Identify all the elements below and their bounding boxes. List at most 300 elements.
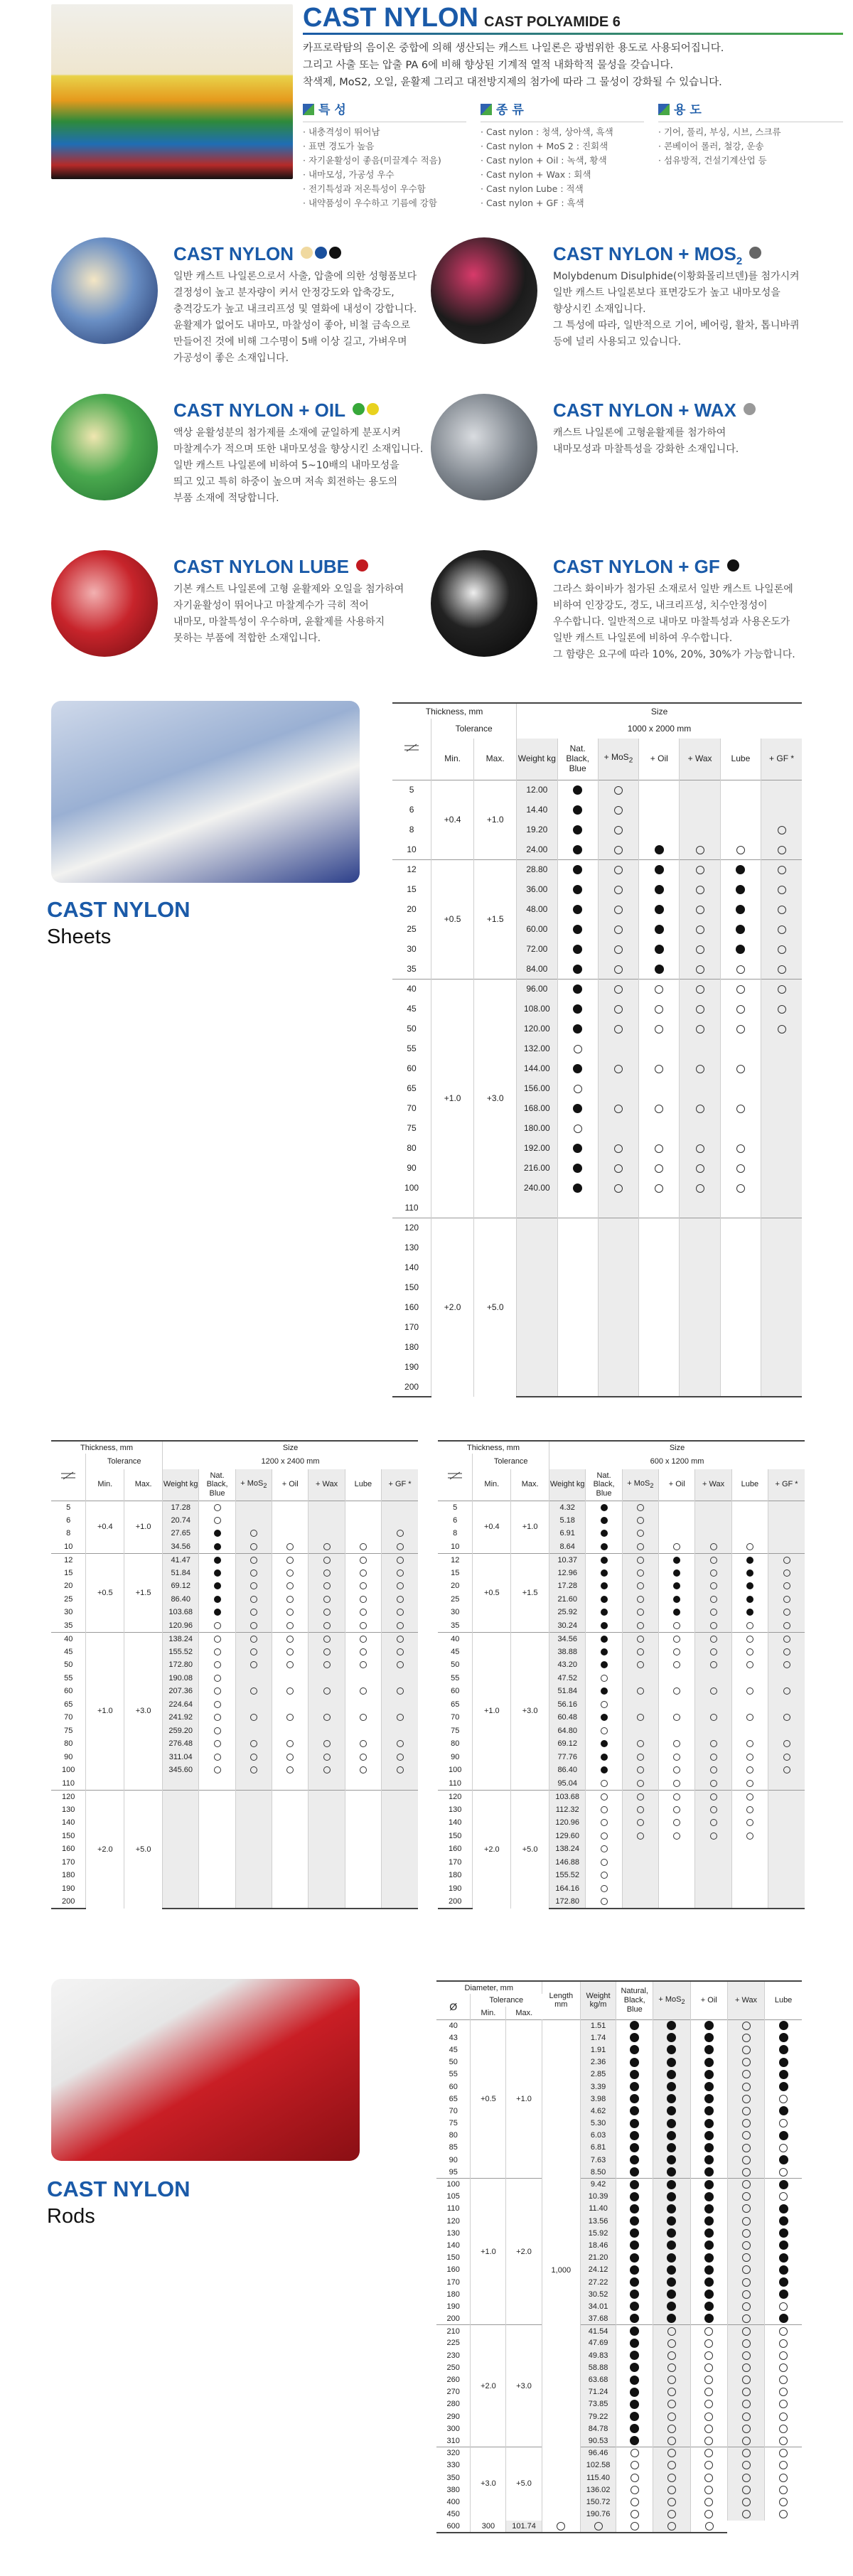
availability-cell: [731, 1685, 768, 1698]
open-dot-icon: [710, 1766, 717, 1773]
availability-cell: [727, 2203, 764, 2215]
tolerance-max: +3.0: [124, 1632, 163, 1790]
filled-dot-icon: [779, 2216, 788, 2226]
availability-cell: [768, 1830, 805, 1843]
max-header: Max.: [511, 1469, 549, 1501]
open-dot-icon: [742, 2131, 751, 2140]
availability-cell: [690, 2508, 727, 2521]
availability-cell: [653, 2019, 690, 2032]
thickness-value: 160: [51, 1842, 86, 1856]
availability-cell: [765, 2032, 802, 2044]
header-row: [392, 719, 802, 739]
open-dot-icon: [746, 1832, 753, 1840]
availability-cell: [235, 1658, 272, 1672]
availability-cell: [622, 1869, 658, 1882]
weight-value: 10.37: [549, 1553, 586, 1567]
filled-dot-icon: [779, 2204, 788, 2213]
availability-cell: [622, 1646, 658, 1659]
open-dot-icon: [742, 2253, 751, 2262]
open-dot-icon: [673, 1714, 680, 1721]
table-row: [436, 2325, 802, 2337]
availability-cell: [345, 1790, 381, 1803]
tolerance-min: +0.5: [473, 1553, 511, 1632]
availability-cell: [680, 1158, 720, 1178]
availability-cell: [731, 1764, 768, 1777]
availability-cell: [761, 1357, 802, 1377]
thickness-value: 55: [51, 1672, 86, 1685]
availability-cell: [235, 1501, 272, 1514]
availability-cell: [199, 1790, 235, 1803]
weight-value: 51.84: [163, 1567, 199, 1580]
open-dot-icon: [742, 2046, 751, 2054]
filled-dot-icon: [630, 2204, 639, 2213]
availability-cell: [761, 1138, 802, 1158]
weight-value: 4.32: [549, 1501, 586, 1514]
thickness-value: 190: [438, 1882, 473, 1896]
weight-value: 144.00: [517, 1058, 557, 1078]
availability-cell: [235, 1606, 272, 1619]
description-line: 만들어진 것에 비해 그수명이 5배 이상 길고, 가벼우며: [173, 336, 407, 348]
open-dot-icon: [323, 1687, 331, 1695]
filled-dot-icon: [573, 1104, 582, 1113]
open-dot-icon: [655, 1005, 663, 1014]
thickness-value: 150: [392, 1277, 431, 1297]
description-line: 부품 소재에 적당합니다.: [173, 493, 279, 504]
availability-cell: [765, 2276, 802, 2288]
diameter-value: 43: [436, 2032, 471, 2044]
diameter-value: 260: [436, 2373, 471, 2386]
thickness-symbol: [438, 1454, 473, 1501]
filled-dot-icon: [573, 1024, 582, 1034]
availability-cell: [720, 999, 761, 1019]
availability-cell: [690, 2459, 727, 2472]
thickness-value: 60: [51, 1685, 86, 1698]
open-dot-icon: [742, 2058, 751, 2066]
availability-cell: [309, 1685, 345, 1698]
diameter-value: 270: [436, 2386, 471, 2398]
thickness-value: 200: [392, 1377, 431, 1397]
list-item: · 콘베이어 롤러, 철강, 운송: [658, 141, 764, 151]
filled-dot-icon: [214, 1609, 221, 1616]
availability-cell: [765, 2373, 802, 2386]
availability-cell: [382, 1830, 418, 1843]
availability-cell: [639, 1377, 680, 1397]
open-dot-icon: [667, 2474, 676, 2482]
availability-cell: [557, 979, 598, 999]
availability-cell: [653, 2386, 690, 2398]
open-dot-icon: [637, 1661, 644, 1668]
availability-cell: [639, 1039, 680, 1058]
weight-value: 14.40: [517, 800, 557, 820]
availability-cell: [765, 2337, 802, 2349]
filled-dot-icon: [655, 965, 664, 974]
availability-cell: [727, 2496, 764, 2508]
thickness-value: 140: [392, 1257, 431, 1277]
availability-cell: [598, 1317, 638, 1337]
filled-dot-icon: [630, 2253, 639, 2263]
max-header: Max.: [124, 1469, 163, 1501]
availability-cell: [586, 1856, 622, 1869]
open-dot-icon: [637, 1530, 644, 1537]
types-column: [481, 100, 644, 210]
open-dot-icon: [655, 1105, 663, 1113]
thickness-value: 10: [392, 839, 431, 859]
availability-cell: [199, 1540, 235, 1554]
availability-cell: [382, 1842, 418, 1856]
availability-cell: [598, 800, 638, 820]
availability-cell: [616, 2337, 653, 2349]
weight-value: [517, 1317, 557, 1337]
open-dot-icon: [614, 925, 623, 934]
open-dot-icon: [250, 1609, 257, 1616]
availability-cell: [765, 2252, 802, 2264]
open-dot-icon: [710, 1661, 717, 1668]
availability-cell: [639, 919, 680, 939]
weight-value: 1.91: [581, 2044, 616, 2056]
availability-cell: [616, 2227, 653, 2239]
weight-value: 21.20: [581, 2252, 616, 2264]
availability-cell: [653, 2118, 690, 2130]
table-row: [51, 1632, 418, 1646]
availability-cell: [695, 1527, 731, 1540]
filled-dot-icon: [779, 2082, 788, 2091]
filled-dot-icon: [779, 2253, 788, 2263]
availability-cell: [382, 1501, 418, 1514]
availability-cell: [690, 2373, 727, 2386]
availability-cell: [598, 959, 638, 979]
open-dot-icon: [673, 1543, 680, 1550]
availability-cell: [235, 1842, 272, 1856]
diameter-value: 300: [436, 2422, 471, 2435]
availability-cell: [345, 1698, 381, 1712]
availability-cell: [768, 1737, 805, 1751]
availability-cell: [680, 999, 720, 1019]
availability-cell: [690, 2252, 727, 2264]
availability-cell: [622, 1803, 658, 1817]
weight-value: 155.52: [549, 1869, 586, 1882]
availability-cell: [690, 2435, 727, 2447]
list-item: · Cast nylon + GF : 흑색: [481, 198, 584, 208]
availability-cell: [765, 2361, 802, 2373]
availability-cell: [382, 1856, 418, 1869]
availability-cell: [235, 1830, 272, 1843]
availability-cell: [653, 2337, 690, 2349]
diameter-value: 90: [436, 2154, 471, 2166]
open-dot-icon: [637, 1569, 644, 1577]
open-dot-icon: [710, 1714, 717, 1721]
availability-cell: [199, 1751, 235, 1764]
thickness-value: 20: [438, 1579, 473, 1593]
availability-cell: [653, 2068, 690, 2081]
tolerance-max: +5.0: [474, 1218, 517, 1397]
sheets-image: [51, 701, 360, 883]
open-dot-icon: [783, 1766, 790, 1773]
availability-cell: [235, 1527, 272, 1540]
tolerance-min: +0.5: [431, 859, 474, 979]
open-dot-icon: [397, 1622, 404, 1629]
filled-dot-icon: [630, 2070, 639, 2079]
product-title: [553, 243, 761, 267]
availability-cell: [765, 2447, 802, 2459]
availability-cell: [653, 2166, 690, 2178]
availability-cell: [309, 1619, 345, 1633]
availability-cell: [731, 1632, 768, 1646]
open-dot-icon: [323, 1557, 331, 1564]
open-dot-icon: [742, 2241, 751, 2250]
availability-cell: [345, 1501, 381, 1514]
availability-cell: [731, 1842, 768, 1856]
availability-cell: [235, 1685, 272, 1698]
filled-dot-icon: [214, 1569, 221, 1577]
open-dot-icon: [637, 1793, 644, 1800]
open-dot-icon: [710, 1819, 717, 1826]
product-image: [431, 394, 537, 500]
availability-cell: [586, 1672, 622, 1685]
filled-dot-icon: [655, 945, 664, 954]
open-dot-icon: [250, 1636, 257, 1643]
availability-cell: [765, 2410, 802, 2422]
availability-cell: [690, 2422, 727, 2435]
availability-cell: [731, 1567, 768, 1580]
filled-dot-icon: [704, 2204, 714, 2213]
availability-cell: [659, 1646, 695, 1659]
availability-cell: [659, 1737, 695, 1751]
availability-cell: [761, 820, 802, 839]
open-dot-icon: [778, 866, 786, 874]
filled-dot-icon: [704, 2167, 714, 2177]
availability-cell: [557, 800, 598, 820]
open-dot-icon: [742, 2413, 751, 2421]
thickness-value: 150: [51, 1830, 86, 1843]
availability-cell: [622, 1816, 658, 1830]
weight-value: 34.56: [163, 1540, 199, 1554]
thickness-value: 35: [51, 1619, 86, 1633]
open-dot-icon: [783, 1687, 790, 1695]
wax-header: + Wax: [309, 1469, 345, 1501]
open-dot-icon: [736, 1105, 745, 1113]
weight-value: [517, 1337, 557, 1357]
availability-cell: [765, 2349, 802, 2361]
availability-cell: [272, 1751, 309, 1764]
weight-value: 5.18: [549, 1514, 586, 1528]
availability-cell: [616, 2386, 653, 2398]
availability-cell: [598, 879, 638, 899]
diameter-value: 280: [436, 2398, 471, 2410]
thickness-value: 25: [51, 1593, 86, 1606]
open-dot-icon: [696, 846, 704, 854]
nat-header: Natural, Black, Blue: [616, 1981, 653, 2019]
description-line: 가공성이 좋은 소재입니다.: [173, 353, 289, 364]
tolerance-max: +1.5: [124, 1553, 163, 1632]
diameter-value: 450: [436, 2508, 471, 2521]
availability-cell: [659, 1514, 695, 1528]
availability-cell: [727, 2472, 764, 2484]
filled-dot-icon: [779, 2021, 788, 2030]
filled-dot-icon: [601, 1530, 608, 1537]
open-dot-icon: [736, 1144, 745, 1153]
diameter-value: 290: [436, 2410, 471, 2422]
filled-dot-icon: [601, 1740, 608, 1747]
filled-dot-icon: [630, 2155, 639, 2164]
availability-cell: [382, 1672, 418, 1685]
availability-cell: [639, 800, 680, 820]
filled-dot-icon: [736, 885, 745, 894]
list-item: · Cast nylon + MoS 2 : 진회색: [481, 141, 608, 151]
weight-value: 77.76: [549, 1751, 586, 1764]
filled-dot-icon: [630, 2119, 639, 2128]
availability-cell: [768, 1698, 805, 1712]
availability-cell: [690, 2337, 727, 2349]
availability-cell: [690, 2093, 727, 2105]
open-dot-icon: [614, 1164, 623, 1173]
availability-cell: [727, 2227, 764, 2239]
availability-cell: [727, 2325, 764, 2337]
availability-cell: [598, 1357, 638, 1377]
sheet-table-1000x2000: [392, 702, 802, 1397]
open-dot-icon: [286, 1543, 294, 1550]
weight-value: 132.00: [517, 1039, 557, 1058]
availability-cell: [731, 1737, 768, 1751]
weight-value: 17.28: [549, 1579, 586, 1593]
thickness-value: 75: [438, 1724, 473, 1738]
thickness-value: 65: [392, 1078, 431, 1098]
filled-dot-icon: [704, 2070, 714, 2079]
availability-cell: [680, 1297, 720, 1317]
size-header: Size: [650, 706, 668, 717]
availability-cell: [690, 2264, 727, 2276]
diameter-value: 320: [436, 2447, 471, 2459]
filled-dot-icon: [601, 1661, 608, 1668]
availability-cell: [345, 1803, 381, 1817]
open-dot-icon: [742, 2449, 751, 2457]
thickness-value: 90: [392, 1158, 431, 1178]
open-dot-icon: [214, 1636, 221, 1643]
availability-cell: [199, 1672, 235, 1685]
open-dot-icon: [397, 1687, 404, 1695]
availability-cell: [199, 1646, 235, 1659]
open-dot-icon: [614, 846, 623, 854]
open-dot-icon: [696, 1065, 704, 1073]
filled-dot-icon: [704, 2302, 714, 2311]
availability-cell: [659, 1711, 695, 1724]
open-dot-icon: [742, 2351, 751, 2360]
header-row: [438, 1454, 805, 1469]
weight-value: 96.00: [517, 979, 557, 999]
filled-dot-icon: [655, 845, 664, 854]
open-dot-icon: [637, 1806, 644, 1813]
weight-value: 15.92: [581, 2227, 616, 2239]
availability-cell: [659, 1540, 695, 1554]
open-dot-icon: [704, 2363, 713, 2372]
availability-cell: [731, 1579, 768, 1593]
open-dot-icon: [214, 1714, 221, 1721]
open-dot-icon: [286, 1754, 294, 1761]
diameter-value: 180: [436, 2288, 471, 2300]
description-line: 캐스트 나일론에 고형윤활제를 첨가하여: [553, 427, 726, 439]
availability-cell: [768, 1724, 805, 1738]
weight-value: 34.01: [581, 2300, 616, 2312]
availability-cell: [690, 2191, 727, 2203]
product-description: [173, 581, 438, 647]
weight-value: 190.76: [581, 2508, 616, 2521]
uses-heading: [658, 100, 843, 117]
filled-dot-icon: [704, 2033, 714, 2042]
weight-value: 71.24: [581, 2386, 616, 2398]
availability-cell: [557, 1277, 598, 1297]
availability-cell: [309, 1593, 345, 1606]
availability-cell: [727, 2019, 764, 2032]
availability-cell: [622, 1882, 658, 1896]
open-dot-icon: [710, 1543, 717, 1550]
availability-cell: [761, 780, 802, 800]
filled-dot-icon: [573, 885, 582, 894]
size-value: 1000 x 2000 mm: [627, 724, 692, 734]
weight-value: 172.80: [163, 1658, 199, 1672]
availability-cell: [309, 1790, 345, 1803]
availability-cell: [695, 1646, 731, 1659]
availability-cell: [720, 1118, 761, 1138]
availability-cell: [727, 2056, 764, 2068]
weight-value: 18.46: [581, 2239, 616, 2251]
weight-value: 37.68: [581, 2313, 616, 2325]
open-dot-icon: [746, 1714, 753, 1721]
availability-cell: [727, 2166, 764, 2178]
availability-cell: [653, 2472, 690, 2484]
thickness-value: 60: [438, 1685, 473, 1698]
availability-cell: [557, 1158, 598, 1178]
mos2-header: + MoS$_2$: [653, 1981, 690, 2019]
thickness-value: 8: [392, 820, 431, 839]
table-row: [436, 2178, 802, 2190]
open-dot-icon: [704, 2339, 713, 2348]
availability-cell: [598, 780, 638, 800]
gf-header: + GF *: [761, 739, 802, 780]
availability-cell: [659, 1501, 695, 1514]
open-dot-icon: [397, 1543, 404, 1550]
availability-cell: [653, 2349, 690, 2361]
heading-text: 용 도: [674, 103, 702, 117]
filled-dot-icon: [630, 2265, 639, 2275]
weight-value: [517, 1277, 557, 1297]
thickness-value: 80: [438, 1737, 473, 1751]
product-description: [173, 425, 438, 507]
availability-cell: [695, 1514, 731, 1528]
availability-cell: [690, 2056, 727, 2068]
open-dot-icon: [673, 1661, 680, 1668]
filled-dot-icon: [630, 2058, 639, 2067]
availability-cell: [680, 1198, 720, 1218]
open-dot-icon: [778, 906, 786, 914]
open-dot-icon: [742, 2278, 751, 2287]
availability-cell: [727, 2081, 764, 2093]
lube-header: Lube: [731, 1469, 768, 1501]
types-heading: [481, 100, 644, 117]
availability-cell: [695, 1882, 731, 1896]
open-dot-icon: [397, 1636, 404, 1643]
availability-cell: [765, 2386, 802, 2398]
availability-cell: [235, 1711, 272, 1724]
subscript: 2: [681, 1998, 685, 2006]
availability-cell: [695, 1751, 731, 1764]
availability-cell: [768, 1764, 805, 1777]
availability-cell: [690, 2496, 727, 2508]
thickness-icon: [60, 1471, 76, 1480]
availability-cell: [639, 1118, 680, 1138]
availability-cell: [695, 1737, 731, 1751]
availability-cell: [586, 1553, 622, 1567]
weight-value: 13.56: [581, 2215, 616, 2227]
table-row: [51, 1553, 418, 1567]
